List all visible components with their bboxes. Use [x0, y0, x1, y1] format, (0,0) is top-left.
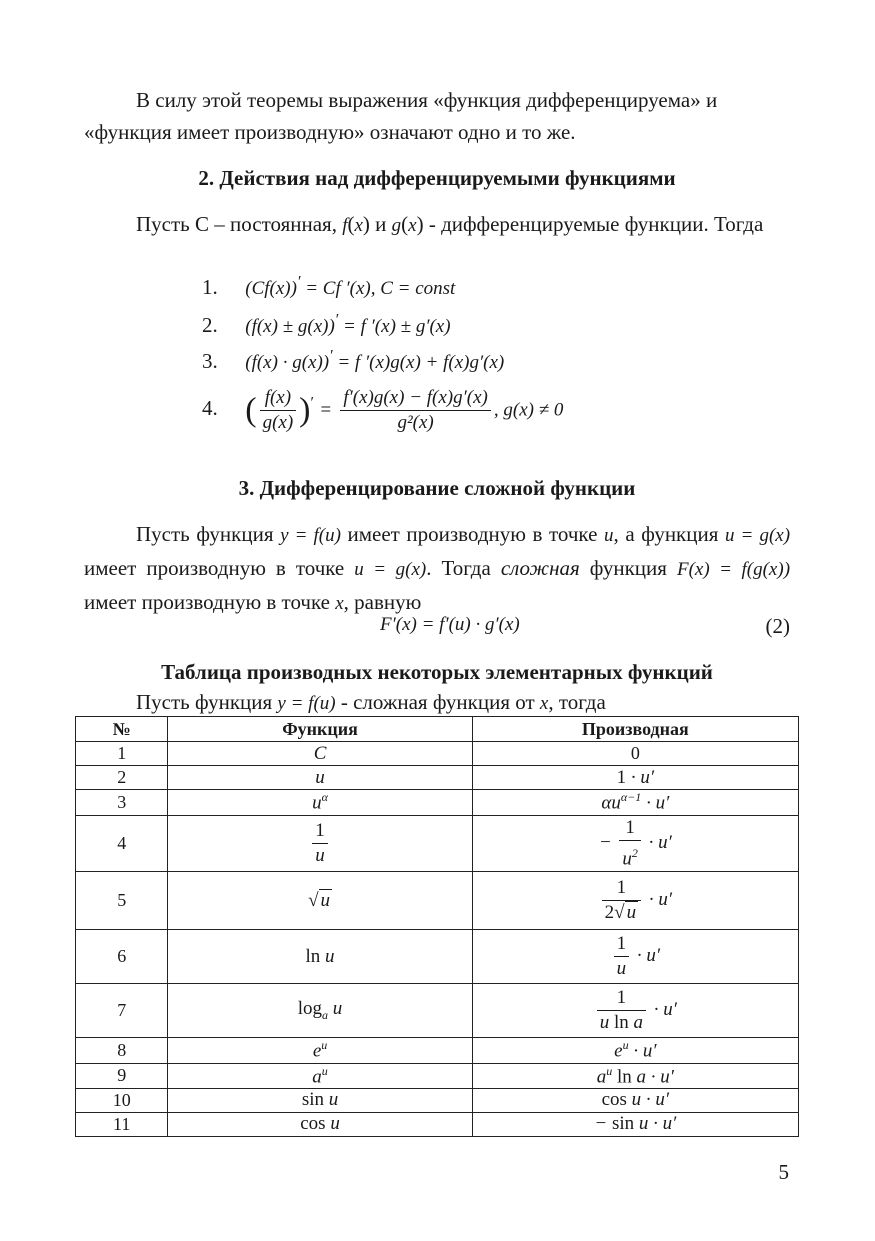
chain-rule-formula: F′(x) = f′(u) · g′(x): [380, 614, 520, 635]
header-function: Функция: [168, 717, 472, 742]
table-row: 7 $\log_a u$ $\frac{1}{\text{u ln a}}$ · u′: [76, 984, 799, 1038]
table-row: 3 $u^\alpha$ $\alpha u^{\alpha-1} \cdot u'$: [76, 790, 799, 816]
page-number: 5: [778, 1160, 789, 1184]
header-number: №: [76, 717, 168, 742]
intro-line-1: В силу этой теоремы выражения «функция дифференцируема» и: [136, 88, 718, 112]
table-row: 4 $\frac{1}{u}$ − $\frac{1}{u^2}$ · u′: [76, 816, 799, 872]
table-title: Таблица производных некоторых элементарных функций: [161, 660, 713, 684]
header-derivative: Производная: [472, 717, 798, 742]
section-3-title: 3. Дифференцирование сложной функции: [238, 476, 636, 500]
table-row: 10 sin u cos u · u′: [76, 1088, 799, 1112]
table-row: 2 u 1 · u′: [76, 766, 799, 790]
table-header-row: [76, 717, 799, 742]
rule-2: 2. (f(x) ± g(x))′ = f ′(x) ± g′(x): [202, 312, 451, 338]
derivatives-table: [75, 716, 799, 1137]
table-row: 5 √ u $\frac{1}{2√ u}$ · u′: [76, 872, 799, 930]
rule-3: 3. (f(x) · g(x))′ = f ′(x)g(x) + f(x)g′(x): [202, 348, 505, 374]
table-row: 6 ln u $\frac{1}{u}$ · u′: [76, 930, 799, 984]
table-row: 1 C 0: [76, 742, 799, 766]
intro-paragraph: [84, 84, 790, 148]
table-subtitle: Пусть функция y = f(u) - сложная функция от x, тогда: [136, 690, 606, 714]
rule-1: 1. (Cf(x))′ = Cf ′(x), C = const: [202, 274, 456, 300]
section-2-title: 2. Действия над дифференцируемыми функциями: [198, 166, 676, 190]
section-2-paragraph: Пусть С – постоянная, f(x) и g(x) - дифференцируемые функции. Тогда: [136, 212, 764, 236]
table-row: 11 cos u − sin u · u′: [76, 1112, 799, 1136]
table-row: 9 $a^u$ $a^u$ ln a · u′: [76, 1063, 799, 1088]
table-row: 8 $e^u$ $e^u \cdot u'$: [76, 1038, 799, 1063]
rule-4: 4. ( $\frac{f(x)}{g(x)}$ )′ = $\frac{f'(x)g(x) - f(x)g'(x)}{\text{g²(x)}}$ , g(x) ≠ 0: [202, 387, 564, 433]
section-3-paragraph: Пусть функция y = f(u) имеет производную в точке u, а функция u = g(x) имеет производную в точке u = g(x). Тогда сложная функция F(x) = f(g(x)) имеет производную в точке x, равную: [84, 522, 791, 614]
equation-number: (2): [765, 614, 790, 638]
intro-line-2: «функция имеет производную» означают одно и то же.: [84, 120, 576, 144]
